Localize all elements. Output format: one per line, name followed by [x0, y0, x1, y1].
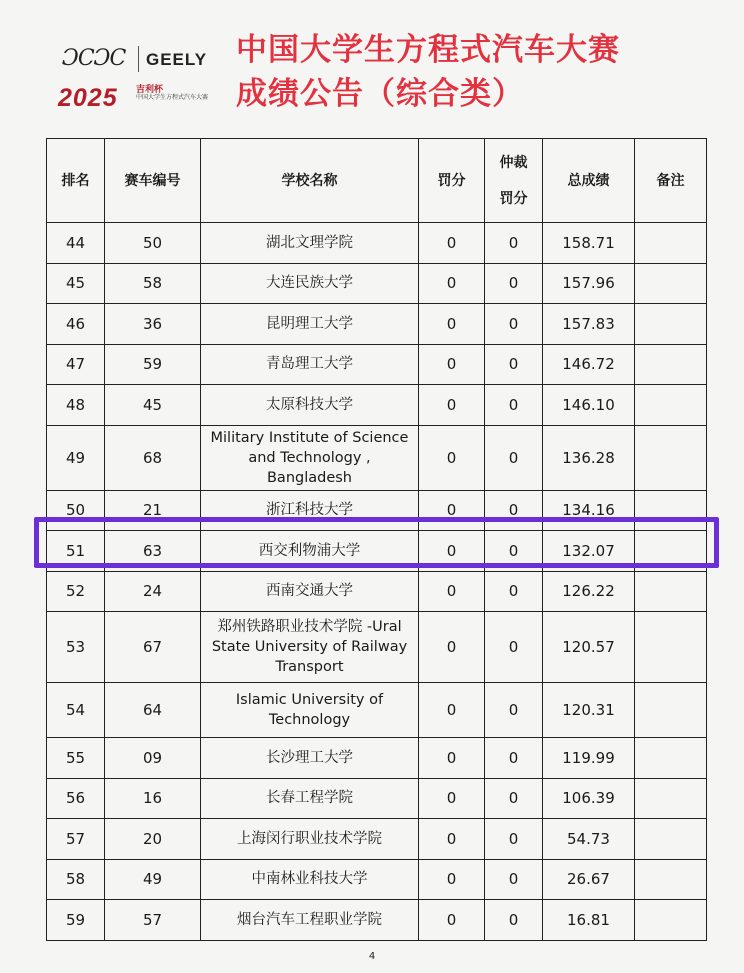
cell-rank: 54	[47, 683, 105, 738]
page-number: 4	[368, 951, 376, 962]
cell-school: 昆明理工大学	[201, 304, 419, 345]
cell-arbitration-penalty: 0	[485, 612, 543, 683]
cell-car-number: 50	[105, 223, 201, 264]
cell-school: 上海闵行职业技术学院	[201, 819, 419, 860]
cell-rank: 58	[47, 859, 105, 900]
cell-total: 26.67	[543, 859, 635, 900]
cell-arbitration-penalty: 0	[485, 263, 543, 304]
cell-arbitration-penalty: 0	[485, 223, 543, 264]
logo-divider	[138, 46, 139, 72]
cell-total: 54.73	[543, 819, 635, 860]
cell-total: 134.16	[543, 490, 635, 531]
cell-rank: 45	[47, 263, 105, 304]
cell-car-number: 67	[105, 612, 201, 683]
cell-remarks	[635, 385, 707, 426]
cell-rank: 52	[47, 571, 105, 612]
cell-penalty: 0	[419, 738, 485, 779]
title-line-2: 成绩公告（综合类）	[236, 76, 524, 112]
cell-rank: 53	[47, 612, 105, 683]
cell-school: 烟台汽车工程职业学院	[201, 900, 419, 941]
geely-brand-text: GEELY	[146, 50, 208, 69]
cell-car-number: 59	[105, 344, 201, 385]
table-row	[47, 425, 707, 490]
table-row	[47, 738, 707, 779]
cell-penalty: 0	[419, 900, 485, 941]
cell-penalty: 0	[419, 263, 485, 304]
cell-total: 106.39	[543, 778, 635, 819]
header-arbitration-penalty	[485, 139, 543, 223]
cell-penalty: 0	[419, 859, 485, 900]
highlight-box	[34, 517, 719, 568]
cell-rank: 57	[47, 819, 105, 860]
cell-penalty: 0	[419, 304, 485, 345]
cell-total: 126.22	[543, 571, 635, 612]
cell-school: 长沙理工大学	[201, 738, 419, 779]
table-row	[47, 819, 707, 860]
table-row	[47, 900, 707, 941]
cell-remarks	[635, 683, 707, 738]
cell-rank: 56	[47, 778, 105, 819]
cell-rank: 55	[47, 738, 105, 779]
cell-remarks	[635, 819, 707, 860]
cell-arbitration-penalty: 0	[485, 859, 543, 900]
page-header	[0, 0, 744, 130]
table-header-row	[47, 139, 707, 223]
cell-penalty: 0	[419, 223, 485, 264]
cell-total: 132.07	[543, 531, 635, 572]
cell-school: 郑州铁路职业技术学院 -Ural State University of Railway Transport	[201, 612, 419, 683]
cell-car-number: 09	[105, 738, 201, 779]
cell-arbitration-penalty: 0	[485, 819, 543, 860]
fsc-geely-logo	[58, 38, 218, 118]
header-penalty: 罚分	[419, 139, 485, 223]
cell-car-number: 57	[105, 900, 201, 941]
cell-car-number: 21	[105, 490, 201, 531]
cell-penalty: 0	[419, 490, 485, 531]
cell-rank: 48	[47, 385, 105, 426]
cell-arbitration-penalty: 0	[485, 571, 543, 612]
cell-school: 中南林业科技大学	[201, 859, 419, 900]
cell-penalty: 0	[419, 425, 485, 490]
cell-arbitration-penalty: 0	[485, 385, 543, 426]
cell-arbitration-penalty: 0	[485, 490, 543, 531]
cell-remarks	[635, 778, 707, 819]
logo-year: 2025	[58, 84, 118, 112]
cell-school: 西南交通大学	[201, 571, 419, 612]
cell-car-number: 36	[105, 304, 201, 345]
cell-school: 青岛理工大学	[201, 344, 419, 385]
cell-school: 长春工程学院	[201, 778, 419, 819]
cell-total: 136.28	[543, 425, 635, 490]
table-row	[47, 571, 707, 612]
cell-rank: 46	[47, 304, 105, 345]
cell-car-number: 24	[105, 571, 201, 612]
header-total: 总成绩	[543, 139, 635, 223]
table-row	[47, 385, 707, 426]
cell-rank: 51	[47, 531, 105, 572]
cell-penalty: 0	[419, 612, 485, 683]
cell-school: Islamic University of Technology	[201, 683, 419, 738]
cell-school: 西交利物浦大学	[201, 531, 419, 572]
cell-penalty: 0	[419, 819, 485, 860]
cell-remarks	[635, 612, 707, 683]
cell-rank: 47	[47, 344, 105, 385]
header-school: 学校名称	[201, 139, 419, 223]
cell-rank: 49	[47, 425, 105, 490]
cell-car-number: 58	[105, 263, 201, 304]
table-row	[47, 778, 707, 819]
header-arbitration-line-2: 罚分	[499, 190, 528, 207]
cell-total: 146.72	[543, 344, 635, 385]
cell-penalty: 0	[419, 778, 485, 819]
logo-subtitle: 中国大学生方程式汽车大赛	[136, 94, 209, 101]
table-row	[47, 683, 707, 738]
cell-total: 120.31	[543, 683, 635, 738]
cell-remarks	[635, 344, 707, 385]
cell-remarks	[635, 571, 707, 612]
page-title	[236, 28, 620, 116]
cell-car-number: 68	[105, 425, 201, 490]
cell-penalty: 0	[419, 571, 485, 612]
header-car-number: 赛车编号	[105, 139, 201, 223]
header-remarks: 备注	[635, 139, 707, 223]
cell-car-number: 64	[105, 683, 201, 738]
cell-remarks	[635, 859, 707, 900]
cell-car-number: 49	[105, 859, 201, 900]
cell-arbitration-penalty: 0	[485, 683, 543, 738]
cell-car-number: 45	[105, 385, 201, 426]
cell-remarks	[635, 425, 707, 490]
cell-penalty: 0	[419, 683, 485, 738]
header-rank: 排名	[47, 139, 105, 223]
cell-remarks	[635, 900, 707, 941]
cell-arbitration-penalty: 0	[485, 425, 543, 490]
cell-total: 119.99	[543, 738, 635, 779]
cell-total: 157.96	[543, 263, 635, 304]
cell-remarks	[635, 263, 707, 304]
title-line-1: 中国大学生方程式汽车大赛	[236, 32, 620, 68]
cell-total: 158.71	[543, 223, 635, 264]
cell-total: 16.81	[543, 900, 635, 941]
cell-total: 157.83	[543, 304, 635, 345]
fsc-logo-icon: ƆⅭƆⅭ	[62, 46, 126, 71]
cell-penalty: 0	[419, 531, 485, 572]
cell-school: 太原科技大学	[201, 385, 419, 426]
logo-cup-name: 吉利杯	[136, 85, 164, 95]
cell-arbitration-penalty: 0	[485, 344, 543, 385]
table-row	[47, 859, 707, 900]
table-row	[47, 263, 707, 304]
cell-arbitration-penalty: 0	[485, 900, 543, 941]
cell-arbitration-penalty: 0	[485, 304, 543, 345]
cell-rank: 59	[47, 900, 105, 941]
header-arbitration-line-1: 仲裁	[499, 154, 528, 171]
cell-remarks	[635, 304, 707, 345]
cell-rank: 44	[47, 223, 105, 264]
cell-school: 湖北文理学院	[201, 223, 419, 264]
table-row	[47, 612, 707, 683]
cell-total: 146.10	[543, 385, 635, 426]
table-row	[47, 304, 707, 345]
cell-school: Military Institute of Science and Technology , Bangladesh	[201, 425, 419, 490]
cell-remarks	[635, 223, 707, 264]
cell-car-number: 16	[105, 778, 201, 819]
table-row	[47, 223, 707, 264]
cell-school: 浙江科技大学	[201, 490, 419, 531]
cell-total: 120.57	[543, 612, 635, 683]
cell-penalty: 0	[419, 344, 485, 385]
cell-arbitration-penalty: 0	[485, 531, 543, 572]
cell-car-number: 20	[105, 819, 201, 860]
cell-arbitration-penalty: 0	[485, 738, 543, 779]
cell-penalty: 0	[419, 385, 485, 426]
table-row	[47, 344, 707, 385]
cell-school: 大连民族大学	[201, 263, 419, 304]
cell-remarks	[635, 738, 707, 779]
cell-arbitration-penalty: 0	[485, 778, 543, 819]
bottom-rule	[46, 940, 706, 941]
cell-car-number: 63	[105, 531, 201, 572]
cell-rank: 50	[47, 490, 105, 531]
table-body	[47, 223, 707, 941]
